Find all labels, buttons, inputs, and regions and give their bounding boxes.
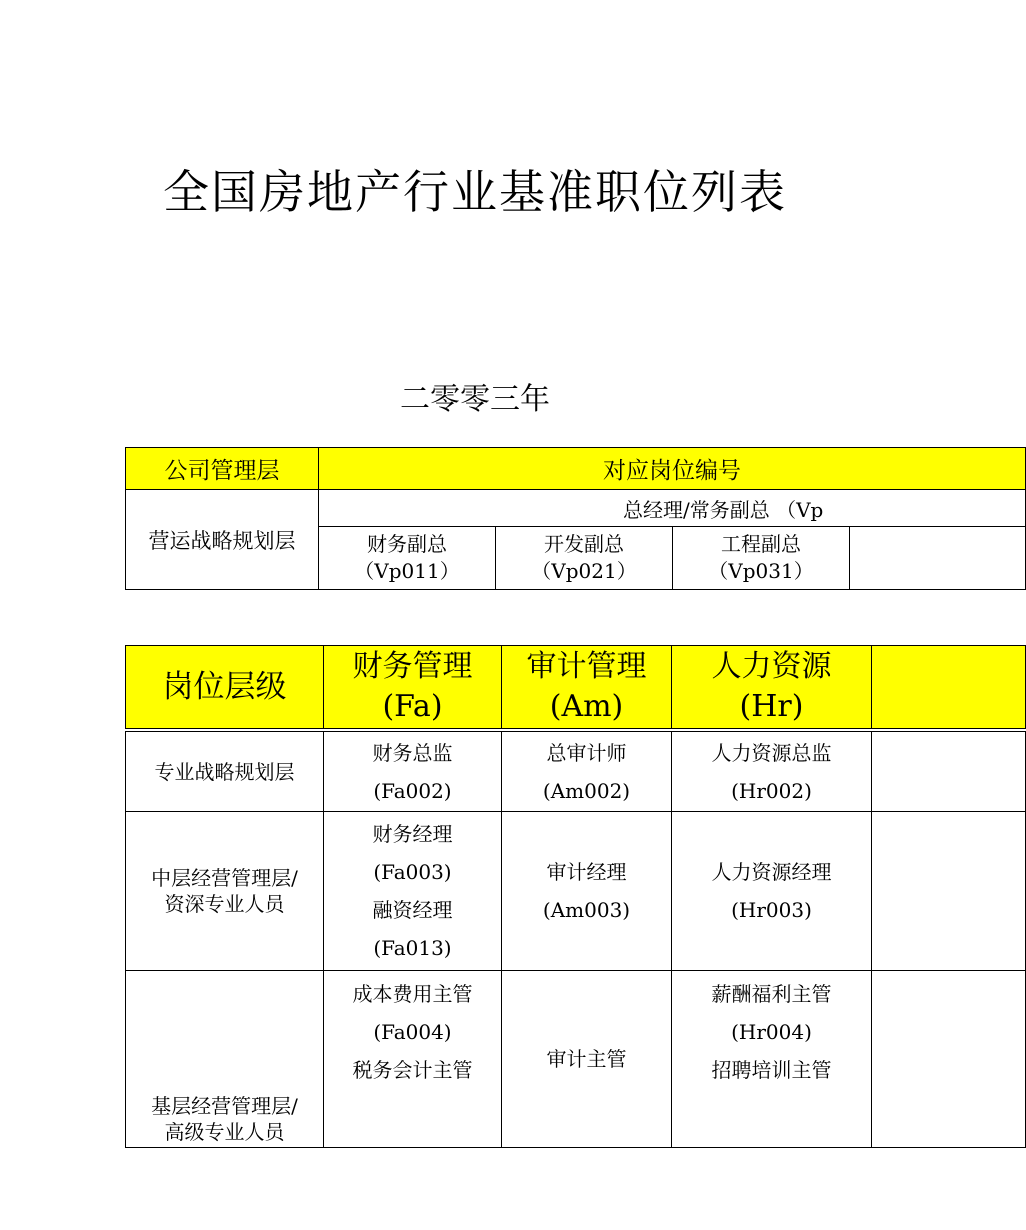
- job-title: 审计主管: [546, 1047, 627, 1071]
- job-title: 审计经理: [546, 860, 627, 884]
- column-code: (Hr): [739, 689, 804, 724]
- position-name: 财务副总: [367, 532, 447, 556]
- cell-empty: [872, 732, 1026, 812]
- job-code: (Hr003): [731, 898, 812, 922]
- operation-strategy-level: 营运战略规划层: [126, 490, 319, 590]
- level-label: [126, 812, 324, 971]
- level-label-line: 中层经营管理层/: [151, 866, 298, 890]
- job-code: (Fa013): [373, 936, 452, 960]
- position-code: （Vp021）: [531, 559, 637, 583]
- job-level-header: 岗位层级: [126, 646, 324, 729]
- position-code: （Vp011）: [354, 559, 460, 583]
- job-title: 融资经理: [372, 898, 453, 922]
- hr-header: [672, 646, 872, 729]
- document-title: 全国房地产行业基准职位列表: [163, 165, 787, 219]
- audit-cell: [502, 971, 672, 1148]
- job-code: (Am002): [542, 778, 631, 803]
- job-title: 成本费用主管: [352, 982, 473, 1006]
- finance-cell: [324, 732, 502, 812]
- job-code: (Am003): [542, 898, 631, 922]
- general-manager-cell: 总经理/常务副总 （Vp: [319, 490, 1026, 527]
- audit-header: [502, 646, 672, 729]
- job-title: 财务经理: [372, 822, 453, 846]
- company-management-header: 公司管理层: [126, 448, 319, 490]
- position-cell: [496, 527, 673, 590]
- job-title: 人力资源经理: [711, 860, 832, 884]
- position-code-header: 对应岗位编号: [319, 448, 1026, 490]
- audit-cell: [502, 732, 672, 812]
- level-label-line: 高级专业人员: [164, 1120, 285, 1144]
- column-code: (Am): [549, 689, 624, 724]
- job-level-table: [125, 645, 838, 1144]
- table-row: [126, 732, 1026, 812]
- table-row: [126, 971, 1026, 1148]
- job-code: (Fa003): [373, 860, 452, 884]
- column-name: 财务管理: [352, 649, 473, 684]
- level-label: [126, 971, 324, 1148]
- position-cell: [319, 527, 496, 590]
- level-label: 专业战略规划层: [126, 732, 324, 812]
- cell-empty: [872, 812, 1026, 971]
- column-name: 审计管理: [526, 649, 647, 684]
- job-code: (Hr002): [731, 778, 812, 803]
- table-row: [126, 812, 1026, 971]
- job-title: 薪酬福利主管: [711, 982, 832, 1006]
- job-code: (Hr004): [731, 1020, 812, 1044]
- level-label-line: 资深专业人员: [164, 892, 285, 916]
- header-cell-empty: [872, 646, 1026, 729]
- finance-cell: [324, 812, 502, 971]
- job-title: 税务会计主管: [352, 1058, 473, 1082]
- position-name: 工程副总: [721, 532, 801, 556]
- position-name: 开发副总: [544, 532, 624, 556]
- finance-header: [324, 646, 502, 729]
- finance-cell: [324, 971, 502, 1148]
- hr-cell: [672, 812, 872, 971]
- column-code: (Fa): [382, 689, 443, 724]
- position-cell: [673, 527, 850, 590]
- audit-cell: [502, 812, 672, 971]
- position-code: （Vp031）: [708, 559, 814, 583]
- job-title: 招聘培训主管: [711, 1058, 832, 1082]
- document-year: 二零零三年: [400, 382, 550, 417]
- cell-empty: [872, 971, 1026, 1148]
- job-code: (Fa004): [373, 1020, 452, 1044]
- hr-cell: [672, 732, 872, 812]
- job-title: 总审计师: [546, 740, 627, 765]
- job-code: (Fa002): [373, 778, 452, 803]
- column-name: 人力资源: [711, 649, 832, 684]
- management-layer-table: [125, 447, 838, 592]
- position-cell-empty: [850, 527, 1026, 590]
- job-title: 人力资源总监: [711, 740, 832, 765]
- job-title: 财务总监: [372, 740, 453, 765]
- hr-cell: [672, 971, 872, 1148]
- level-label-line: 基层经营管理层/: [151, 1094, 298, 1118]
